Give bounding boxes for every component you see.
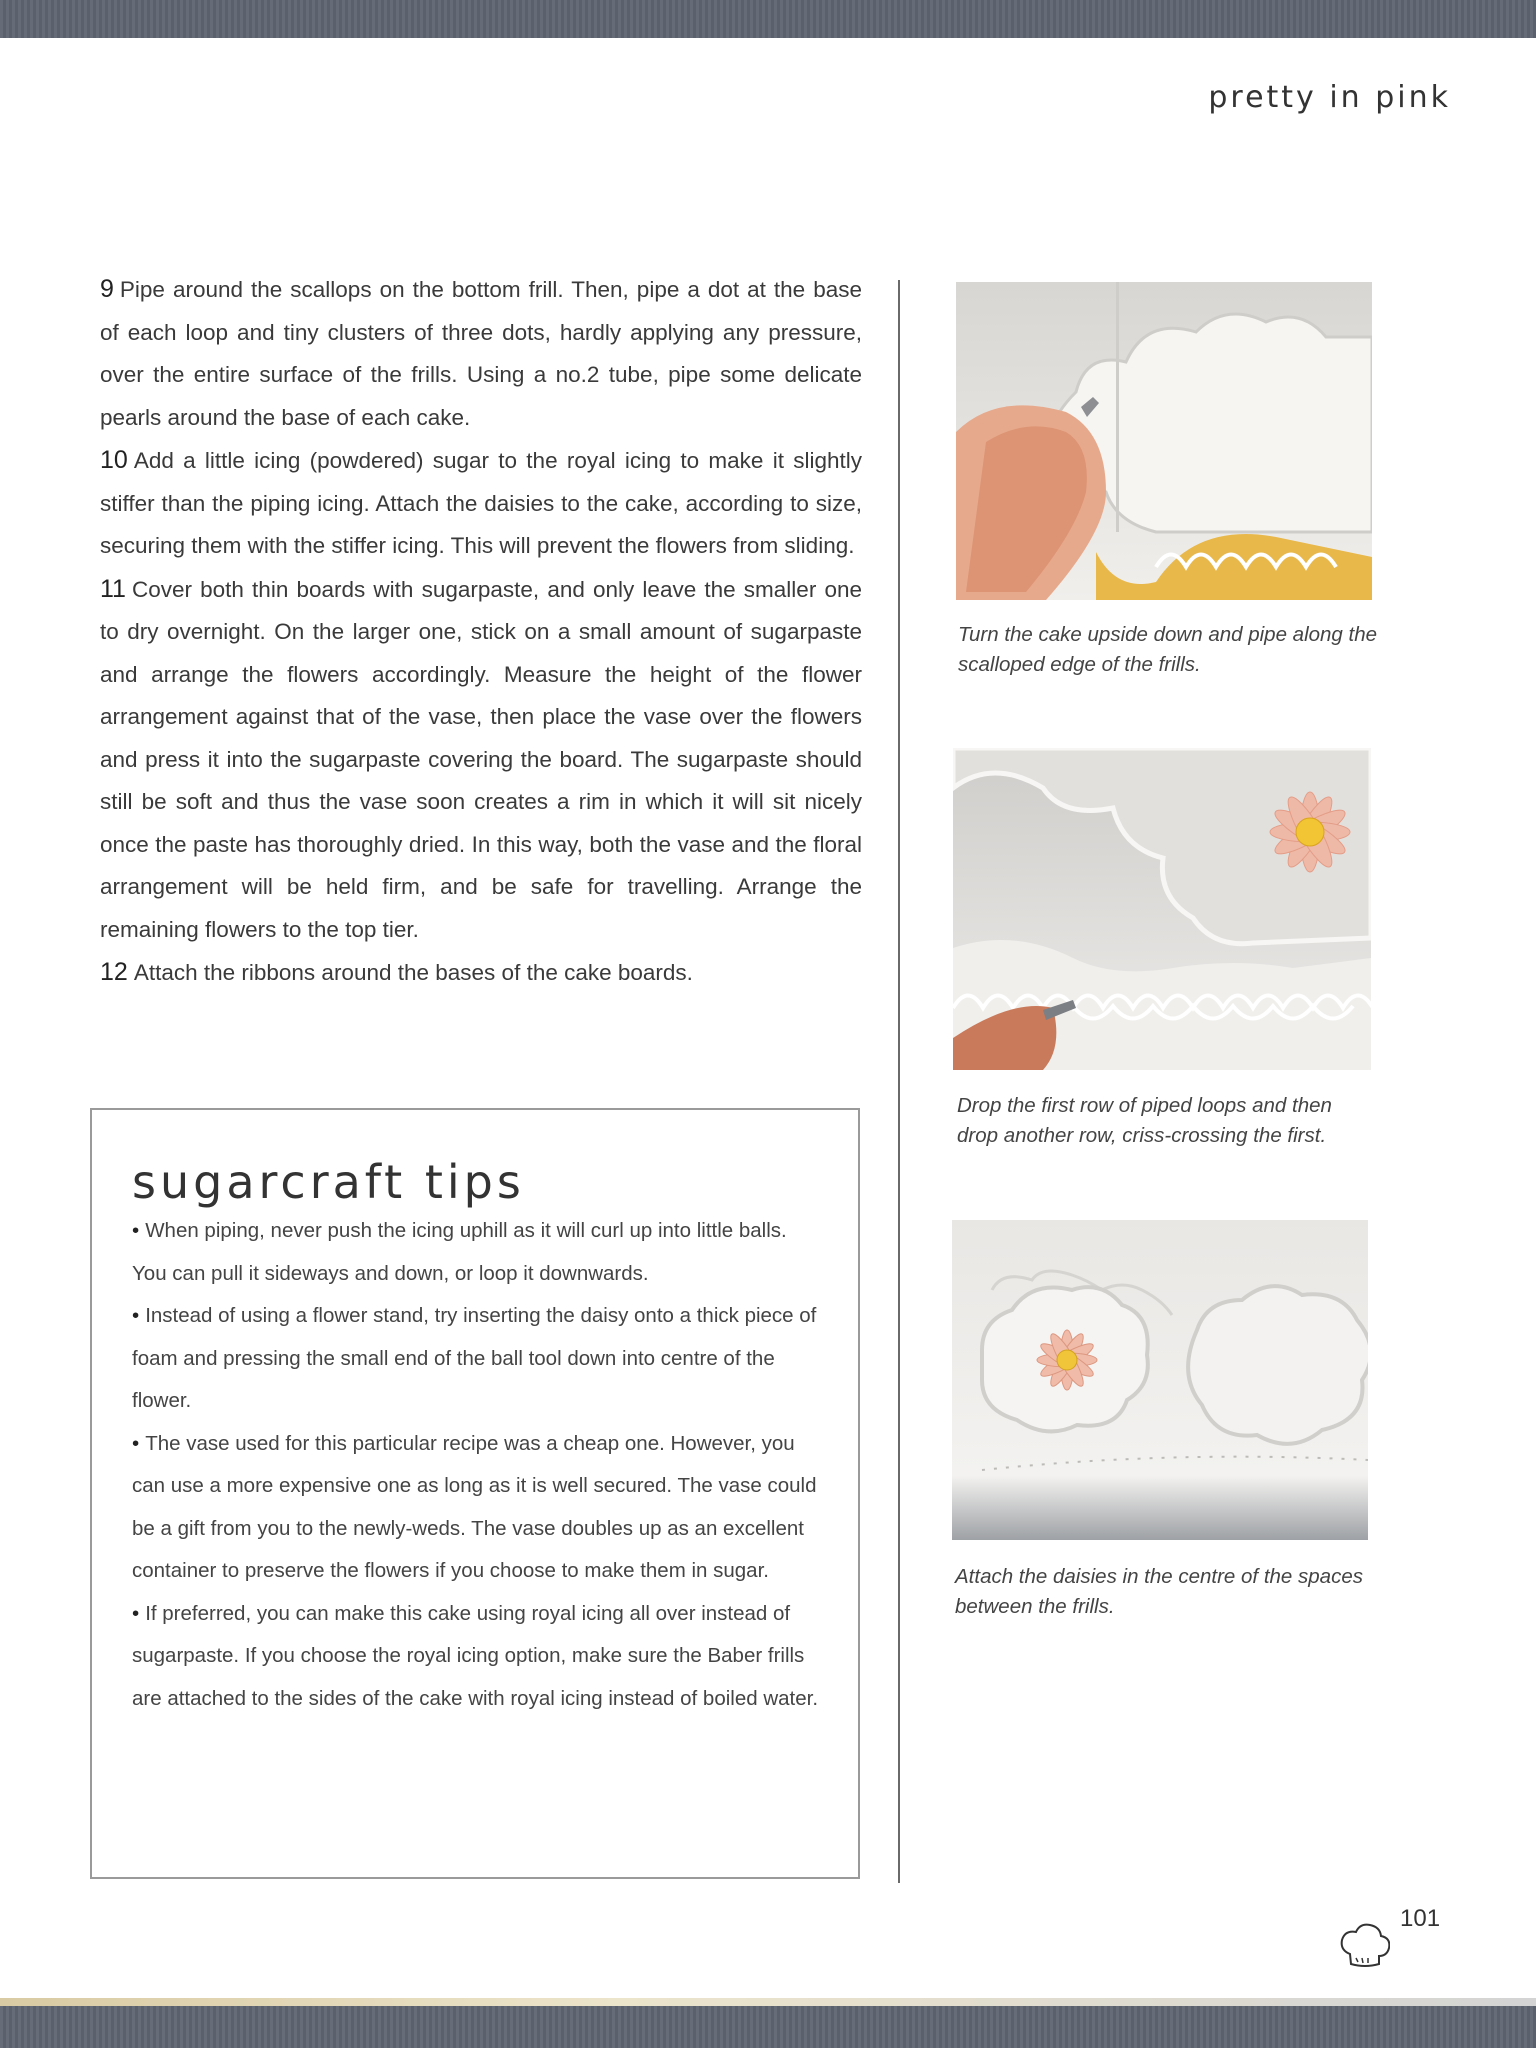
step-11 (100, 568, 862, 952)
column-divider (898, 280, 900, 1883)
page-number: 101 (1400, 1905, 1441, 1932)
tip-item: • When piping, never push the icing uphill as it will curl up into little balls. You can pull it sideways and down, or loop it downwards. (132, 1210, 822, 1295)
tip-item: • If preferred, you can make this cake using royal icing all over instead of sugarpaste. If you choose the royal icing option, make sure the Baber frills are attached to the sides of the cake with royal icing instead of boiled water. (132, 1593, 822, 1721)
step-text: Attach the ribbons around the bases of the cake boards. (133, 960, 693, 985)
method-steps (100, 268, 862, 995)
step-text: Pipe around the scallops on the bottom frill. Then, pipe a dot at the base of each loop and tiny clusters of three dots, hardly applying any pressure, over the entire surface of the frills. Using a no.2 tube, pipe some delicate pearls around the base of each cake. (100, 277, 862, 430)
photo-caption: Drop the first row of piped loops and then drop another row, criss-crossing the first. (957, 1094, 1332, 1147)
tip-item: • Instead of using a flower stand, try inserting the daisy onto a thick piece of foam and pressing the small end of the ball tool down into centre of the flower. (132, 1295, 822, 1423)
chef-hat-icon (1338, 1920, 1390, 1972)
tips-list (132, 1210, 822, 1720)
step-text: Cover both thin boards with sugarpaste, and only leave the smaller one to dry overnight. On the larger one, stick on a small amount of sugarpaste and arrange the flowers accordingly. Measure the height of the flower arrangement against that of the vase, then place the vase over the flowers and press it into the sugarpaste covering the board. The sugarpaste should still be soft and thus the vase soon creates a rim in which it will sit nicely once the paste has thoroughly dried. In this way, both the vase and the floral arrangement will be held firm, and be safe for travelling. Arrange the remaining flowers to the top tier. (100, 576, 862, 942)
page-edge (0, 1998, 1536, 2006)
step-text: Add a little icing (powdered) sugar to the royal icing to make it slightly stiffer than the piping icing. Attach the daisies to the cake, according to size, securing them with the stiffer icing. This will prevent the flowers from sliding. (100, 448, 862, 558)
tips-title: sugarcraft tips (132, 1155, 525, 1209)
step-number: 10 (100, 446, 128, 474)
step-number: 12 (100, 958, 128, 986)
tip-item: • The vase used for this particular recipe was a cheap one. However, you can use a more expensive one as long as it is well secured. The vase could be a gift from you to the newly-weds. The vase doubles up as an excellent container to preserve the flowers if you choose to make them in sugar. (132, 1423, 822, 1593)
step-9 (100, 268, 862, 439)
step-number: 9 (100, 275, 114, 303)
scan-border-top (0, 0, 1536, 38)
scan-border-bottom (0, 2006, 1536, 2048)
photo-piped-loops (953, 748, 1371, 1070)
step-10 (100, 439, 862, 568)
photo-piping-scallops (956, 282, 1372, 600)
step-12 (100, 951, 862, 995)
running-head: pretty in pink (1208, 80, 1451, 115)
photo-daisies-attached (952, 1220, 1368, 1540)
photo-caption: Turn the cake upside down and pipe along the scalloped edge of the frills. (958, 623, 1378, 676)
step-number: 11 (100, 574, 126, 603)
sugarcraft-tips-box (90, 1108, 860, 1879)
photo-caption: Attach the daisies in the centre of the spaces between the frills. (955, 1565, 1363, 1618)
